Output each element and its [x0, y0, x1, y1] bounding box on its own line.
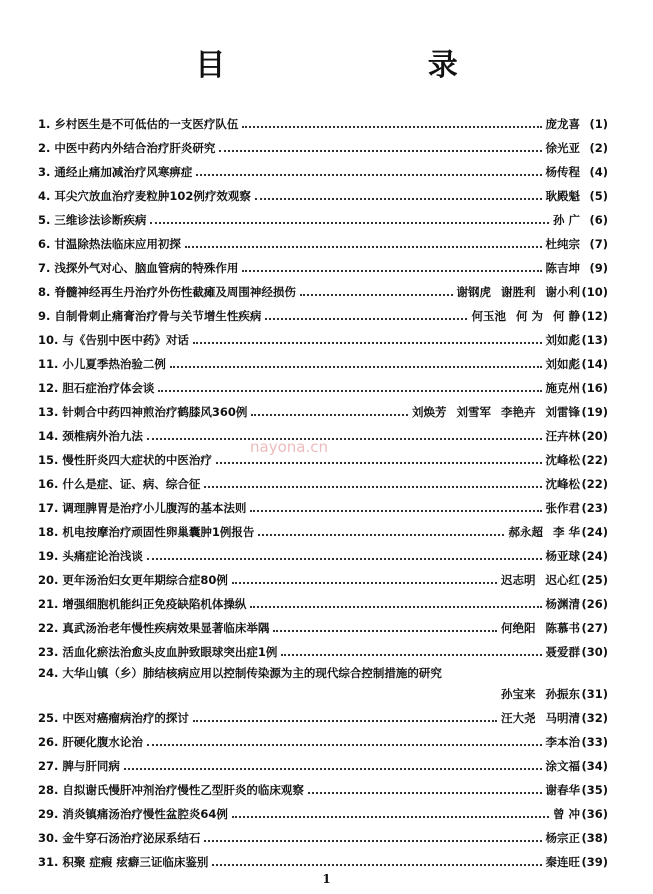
entry-authors: [501, 710, 580, 726]
toc-entry: [38, 208, 608, 232]
leader-dots: [147, 437, 542, 440]
entry-title: 脾与肝同病: [62, 759, 120, 773]
entry-author: 庞龙喜: [545, 117, 580, 131]
toc-entry: [38, 472, 608, 496]
entry-author: 刘如彪: [545, 357, 580, 371]
entry-title: 甘温除热法临床应用初探: [54, 237, 181, 251]
entry-author: 杜纯宗: [545, 237, 580, 251]
entry-number: 6.: [38, 237, 51, 251]
entry-title: 头痛症论治浅谈: [62, 549, 143, 563]
table-of-contents: [38, 112, 608, 874]
entry-title: 针刺合中药四神煎治疗鹤膝风360例: [62, 405, 248, 419]
entry-author: 谢小利: [545, 285, 580, 299]
entry-page: (7): [589, 237, 608, 251]
entry-page: (33): [581, 735, 608, 749]
entry-title: 肝硬化腹水论治: [62, 735, 143, 749]
entry-title: 真武汤治老年慢性疾病效果显著临床举隅: [62, 621, 270, 635]
entry-page: (1): [589, 117, 608, 131]
toc-entry: [38, 568, 608, 592]
entry-page: (38): [581, 831, 608, 845]
entry-number: 23.: [38, 645, 59, 659]
entry-authors: [546, 596, 581, 612]
entry-authors: [546, 548, 581, 564]
entry-title: 三维诊法诊断疾病: [54, 213, 147, 227]
entry-page: (19): [581, 405, 608, 419]
watermark: nayona.cn: [250, 438, 328, 456]
entry-page: (20): [581, 429, 608, 443]
entry-title: 中医对癌瘤病治疗的探讨: [62, 711, 189, 725]
leader-dots: [147, 743, 542, 746]
entry-authors: [546, 140, 581, 156]
entry-author: 迟志明: [501, 573, 536, 587]
entry-title: 调理脾胃是治疗小儿腹泻的基本法则: [62, 501, 247, 515]
entry-page: (30): [581, 645, 608, 659]
toc-entry: [38, 280, 608, 304]
entry-number: 19.: [38, 549, 59, 563]
entry-page: (24): [581, 525, 608, 539]
entry-author: 杨渊清: [545, 597, 580, 611]
page-number: 1: [322, 872, 331, 886]
entry-page: (23): [581, 501, 608, 515]
entry-title: 乡村医生是不可低估的一支医疗队伍: [54, 117, 239, 131]
entry-title: 大华山镇（乡）肺结核病应用以控制传染源为主的现代综合控制措施的研究: [62, 666, 442, 680]
entry-authors: [553, 212, 580, 228]
toc-entry: [38, 664, 608, 682]
entry-number: 2.: [38, 141, 51, 155]
entry-page: (22): [581, 477, 608, 491]
entry-page: (25): [581, 573, 608, 587]
entry-author: 杨宗正: [545, 831, 580, 845]
entry-page: (16): [581, 381, 608, 395]
leader-dots: [185, 245, 542, 248]
entry-title: 什么是症、证、病、综合征: [62, 477, 201, 491]
entry-page: (4): [589, 165, 608, 179]
leader-dots: [281, 653, 541, 656]
entry-number: 10.: [38, 333, 59, 347]
toc-entry: [38, 706, 608, 730]
entry-author: 汪卉林: [545, 429, 580, 443]
entry-number: 3.: [38, 165, 51, 179]
entry-title: 胆石症治疗体会谈: [62, 381, 155, 395]
entry-page: (35): [581, 783, 608, 797]
entry-page: (2): [589, 141, 608, 155]
entry-authors: [546, 782, 581, 798]
entry-author: 谢钢虎: [456, 285, 491, 299]
entry-author: 汪大尧: [501, 711, 536, 725]
entry-number: 13.: [38, 405, 59, 419]
entry-number: 9.: [38, 309, 51, 323]
entry-authors: [546, 332, 581, 348]
entry-title: 中医中药内外结合治疗肝炎研究: [54, 141, 216, 155]
entry-number: 17.: [38, 501, 59, 515]
entry-number: 25.: [38, 711, 59, 725]
entry-author: 陈慕书: [545, 621, 580, 635]
leader-dots: [196, 173, 541, 176]
toc-entry: [38, 802, 608, 826]
leader-dots: [255, 197, 542, 200]
entry-page: (6): [589, 213, 608, 227]
entry-author: 杨亚球: [545, 549, 580, 563]
entry-author: 徐光亚: [545, 141, 580, 155]
entry-authors: [546, 236, 581, 252]
toc-entry: [38, 496, 608, 520]
toc-entry: [38, 304, 608, 328]
entry-author: 孙振东: [545, 687, 580, 701]
entry-number: 27.: [38, 759, 59, 773]
entry-number: 7.: [38, 261, 51, 275]
entry-title: 耳尖穴放血治疗麦粒肿102例疗效观察: [54, 189, 251, 203]
leader-dots: [273, 629, 497, 632]
leader-dots: [124, 767, 542, 770]
leader-dots: [219, 149, 541, 152]
entry-page: (32): [581, 711, 608, 725]
toc-entry: [38, 112, 608, 136]
entry-number: 30.: [38, 831, 59, 845]
entry-number: 22.: [38, 621, 59, 635]
entry-authors: [546, 116, 581, 132]
entry-number: 1.: [38, 117, 51, 131]
toc-entry: [38, 136, 608, 160]
entry-title: 更年汤治妇女更年期综合症80例: [62, 573, 228, 587]
toc-entry: [38, 520, 608, 544]
entry-authors: [546, 854, 581, 870]
entry-page: (36): [581, 807, 608, 821]
leader-dots: [204, 485, 541, 488]
entry-author: 李艳卉: [501, 405, 536, 419]
entry-number: 20.: [38, 573, 59, 587]
entry-author: 沈峰松: [545, 453, 580, 467]
leader-dots: [242, 269, 541, 272]
entry-authors: [501, 686, 580, 702]
entry-page: (12): [581, 309, 608, 323]
leader-dots: [193, 719, 497, 722]
entry-author: 秦连旺: [545, 855, 580, 869]
leader-dots: [250, 605, 541, 608]
entry-author: 沈峰松: [545, 477, 580, 491]
entry-author: 耿殿魁: [545, 189, 580, 203]
entry-author: 刘雪军: [456, 405, 491, 419]
toc-entry: [38, 256, 608, 280]
entry-number: 12.: [38, 381, 59, 395]
entry-number: 15.: [38, 453, 59, 467]
toc-entry: [38, 778, 608, 802]
entry-number: 18.: [38, 525, 59, 539]
entry-author: 刘焕芳: [412, 405, 447, 419]
entry-title: 自拟谢氏慢肝冲剂治疗慢性乙型肝炎的临床观察: [62, 783, 304, 797]
entry-author: 涂文福: [545, 759, 580, 773]
entry-title: 积聚 症瘕 痃癖三证临床鉴别: [62, 855, 209, 869]
entry-page: (14): [581, 357, 608, 371]
leader-dots: [204, 839, 541, 842]
leader-dots: [232, 581, 497, 584]
entry-page: (39): [581, 855, 608, 869]
leader-dots: [300, 293, 453, 296]
entry-author: 孙 广: [552, 213, 580, 227]
entry-number: 26.: [38, 735, 59, 749]
entry-author: 李本治: [545, 735, 580, 749]
entry-author: 陈吉坤: [545, 261, 580, 275]
entry-author: 刘如彪: [545, 333, 580, 347]
entry-number: 4.: [38, 189, 51, 203]
leader-dots: [216, 461, 542, 464]
entry-page: (5): [589, 189, 608, 203]
entry-authors: [501, 572, 580, 588]
entry-author: 谢胜利: [501, 285, 536, 299]
entry-authors: [546, 830, 581, 846]
page-title: 目 录: [195, 48, 554, 83]
entry-title: 颈椎病外治九法: [62, 429, 143, 443]
entry-title: 消炎镇痛汤治疗慢性盆腔炎64例: [62, 807, 228, 821]
entry-page: (24): [581, 549, 608, 563]
toc-entry: [38, 352, 608, 376]
entry-authors: [508, 524, 580, 540]
entry-author: 迟心红: [545, 573, 580, 587]
entry-authors: [546, 500, 581, 516]
entry-author: 谢春华: [545, 783, 580, 797]
entry-author: 杨传程: [545, 165, 580, 179]
toc-entry: [38, 592, 608, 616]
entry-author: 何绝阳: [501, 621, 536, 635]
toc-entry: [38, 376, 608, 400]
entry-title: 小儿夏季热治验二例: [62, 357, 166, 371]
entry-page: (26): [581, 597, 608, 611]
entry-page: (22): [581, 453, 608, 467]
leader-dots: [158, 389, 541, 392]
entry-number: 14.: [38, 429, 59, 443]
leader-dots: [251, 413, 408, 416]
entry-authors: [553, 806, 580, 822]
entry-author: 何 为: [515, 309, 543, 323]
entry-authors: [546, 644, 581, 660]
entry-authors: [501, 620, 580, 636]
entry-author: 张作君: [545, 501, 580, 515]
entry-title: 脊髓神经再生丹治疗外伤性截瘫及周围神经损伤: [54, 285, 296, 299]
toc-entry: [38, 448, 608, 472]
leader-dots: [232, 815, 549, 818]
entry-authors: [546, 758, 581, 774]
entry-page: (9): [589, 261, 608, 275]
entry-number: 5.: [38, 213, 51, 227]
entry-page: (13): [581, 333, 608, 347]
entry-number: 16.: [38, 477, 59, 491]
toc-entry: [38, 730, 608, 754]
entry-title: 浅探外气对心、脑血管病的特殊作用: [54, 261, 239, 275]
entry-author: 郝永超: [508, 525, 543, 539]
toc-entry-continuation: [38, 682, 608, 706]
entry-number: 24.: [38, 666, 59, 680]
entry-author: 曾 冲: [552, 807, 580, 821]
leader-dots: [242, 125, 541, 128]
entry-title: 自制骨刺止痛膏治疗骨与关节增生性疾病: [54, 309, 262, 323]
entry-authors: [546, 476, 581, 492]
toc-entry: [38, 826, 608, 850]
entry-title: 慢性肝炎四大症状的中医治疗: [62, 453, 212, 467]
toc-entry: [38, 160, 608, 184]
entry-title: 增强细胞机能纠正免疫缺陷机体操纵: [62, 597, 247, 611]
toc-entry: [38, 424, 608, 448]
entry-title: 与《告别中医中药》对话: [62, 333, 189, 347]
toc-entry: [38, 184, 608, 208]
entry-author: 李 华: [552, 525, 580, 539]
entry-authors: [546, 428, 581, 444]
entry-authors: [546, 380, 581, 396]
leader-dots: [250, 509, 541, 512]
entry-number: 29.: [38, 807, 59, 821]
entry-title: 金牛穿石汤治疗泌尿系结石: [62, 831, 201, 845]
entry-authors: [412, 404, 580, 420]
entry-authors: [471, 308, 580, 324]
entry-page: (34): [581, 759, 608, 773]
entry-authors: [546, 734, 581, 750]
toc-entry: [38, 328, 608, 352]
entry-authors: [546, 260, 581, 276]
toc-entry: [38, 640, 608, 664]
leader-dots: [193, 341, 542, 344]
entry-authors: [546, 356, 581, 372]
entry-authors: [546, 164, 581, 180]
entry-title: 活血化瘀法治愈头皮血肿致眼球突出症1例: [62, 645, 278, 659]
entry-author: 何 静: [552, 309, 580, 323]
entry-authors: [546, 188, 581, 204]
leader-dots: [170, 365, 542, 368]
entry-title: 机电按摩治疗顽固性卵巢囊肿1例报告: [62, 525, 255, 539]
entry-authors: [457, 284, 581, 300]
toc-entry: [38, 754, 608, 778]
entry-page: (27): [581, 621, 608, 635]
leader-dots: [212, 863, 541, 866]
entry-author: 施克州: [545, 381, 580, 395]
entry-number: 21.: [38, 597, 59, 611]
entry-author: 马明清: [545, 711, 580, 725]
leader-dots: [150, 221, 549, 224]
toc-entry: [38, 850, 608, 874]
entry-author: 刘雷锋: [545, 405, 580, 419]
toc-entry: [38, 400, 608, 424]
leader-dots: [147, 557, 542, 560]
entry-page: (31): [581, 687, 608, 701]
toc-entry: [38, 232, 608, 256]
leader-dots: [265, 317, 467, 320]
leader-dots: [308, 791, 542, 794]
entry-author: 何玉池: [471, 309, 506, 323]
entry-page: (10): [581, 285, 608, 299]
entry-number: 28.: [38, 783, 59, 797]
entry-author: 聂爱群: [545, 645, 580, 659]
entry-number: 11.: [38, 357, 59, 371]
toc-entry: [38, 616, 608, 640]
toc-entry: [38, 544, 608, 568]
entry-number: 8.: [38, 285, 51, 299]
entry-authors: [546, 452, 581, 468]
entry-title: 通经止痛加减治疗风寒痹症: [54, 165, 193, 179]
leader-dots: [258, 533, 504, 536]
entry-author: 孙宝来: [501, 687, 536, 701]
entry-number: 31.: [38, 855, 59, 869]
